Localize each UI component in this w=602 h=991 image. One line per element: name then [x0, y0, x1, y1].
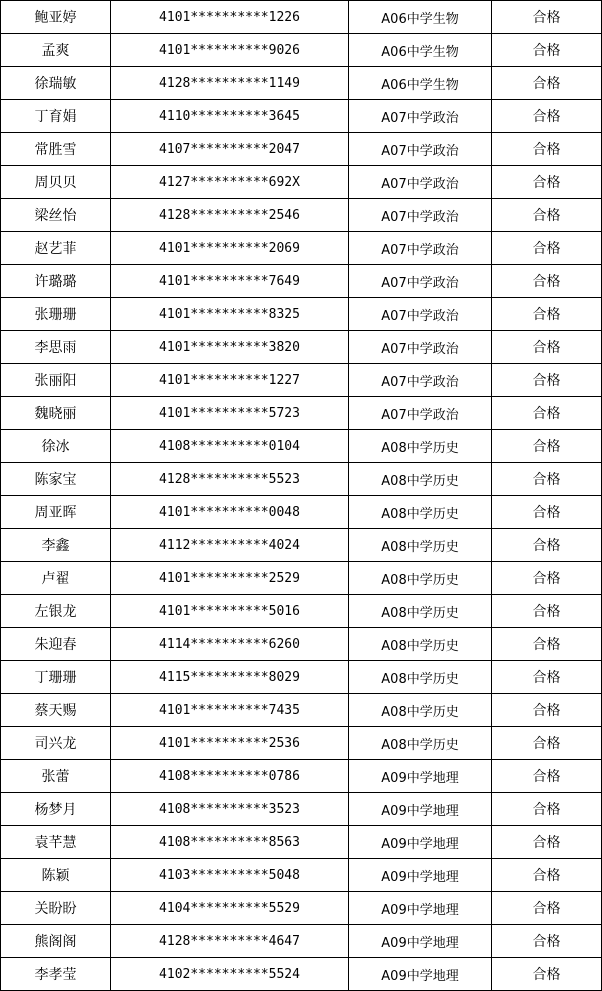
table-row — [1, 364, 602, 397]
result-cell: 合格 — [492, 727, 602, 760]
result-cell: 合格 — [492, 628, 602, 661]
candidate-name-cell: 张蕾 — [1, 760, 111, 793]
id-number-cell: 4101**********2529 — [111, 562, 349, 595]
id-number-cell: 4108**********0786 — [111, 760, 349, 793]
result-cell: 合格 — [492, 232, 602, 265]
table-row — [1, 100, 602, 133]
id-number-cell: 4102**********5524 — [111, 958, 349, 991]
table-row — [1, 694, 602, 727]
result-cell: 合格 — [492, 793, 602, 826]
table-row — [1, 397, 602, 430]
id-number-cell: 4101**********5723 — [111, 397, 349, 430]
id-number-cell: 4128**********5523 — [111, 463, 349, 496]
table-row — [1, 562, 602, 595]
subject-cell: A07中学政治 — [349, 397, 492, 430]
table-row — [1, 199, 602, 232]
subject-cell: A07中学政治 — [349, 166, 492, 199]
candidate-name-cell: 张丽阳 — [1, 364, 111, 397]
subject-cell: A09中学地理 — [349, 793, 492, 826]
candidate-name-cell: 张珊珊 — [1, 298, 111, 331]
result-cell: 合格 — [492, 694, 602, 727]
subject-cell: A08中学历史 — [349, 463, 492, 496]
subject-cell: A08中学历史 — [349, 628, 492, 661]
candidate-name-cell: 蔡天赐 — [1, 694, 111, 727]
subject-cell: A09中学地理 — [349, 892, 492, 925]
candidate-name-cell: 关盼盼 — [1, 892, 111, 925]
id-number-cell: 4128**********4647 — [111, 925, 349, 958]
table-row — [1, 826, 602, 859]
table-row — [1, 265, 602, 298]
result-cell: 合格 — [492, 925, 602, 958]
subject-cell: A08中学历史 — [349, 562, 492, 595]
candidate-name-cell: 徐瑞敏 — [1, 67, 111, 100]
subject-cell: A07中学政治 — [349, 331, 492, 364]
candidate-name-cell: 孟爽 — [1, 34, 111, 67]
table-row — [1, 463, 602, 496]
id-number-cell: 4101**********9026 — [111, 34, 349, 67]
id-number-cell: 4101**********0048 — [111, 496, 349, 529]
subject-cell: A07中学政治 — [349, 199, 492, 232]
table-row — [1, 331, 602, 364]
table-row — [1, 133, 602, 166]
candidate-name-cell: 梁丝怡 — [1, 199, 111, 232]
result-cell: 合格 — [492, 958, 602, 991]
id-number-cell: 4128**********2546 — [111, 199, 349, 232]
table-row — [1, 430, 602, 463]
id-number-cell: 4101**********1226 — [111, 1, 349, 34]
subject-cell: A08中学历史 — [349, 661, 492, 694]
subject-cell: A09中学地理 — [349, 760, 492, 793]
id-number-cell: 4104**********5529 — [111, 892, 349, 925]
id-number-cell: 4128**********1149 — [111, 67, 349, 100]
candidate-name-cell: 杨梦月 — [1, 793, 111, 826]
table-row — [1, 595, 602, 628]
result-cell: 合格 — [492, 397, 602, 430]
id-number-cell: 4108**********3523 — [111, 793, 349, 826]
candidate-name-cell: 周亚晖 — [1, 496, 111, 529]
result-cell: 合格 — [492, 826, 602, 859]
table-row — [1, 727, 602, 760]
subject-cell: A08中学历史 — [349, 496, 492, 529]
result-cell: 合格 — [492, 892, 602, 925]
subject-cell: A07中学政治 — [349, 265, 492, 298]
candidate-name-cell: 袁芊慧 — [1, 826, 111, 859]
candidate-name-cell: 鲍亚婷 — [1, 1, 111, 34]
table-row — [1, 166, 602, 199]
table-row — [1, 760, 602, 793]
candidate-name-cell: 丁珊珊 — [1, 661, 111, 694]
subject-cell: A07中学政治 — [349, 364, 492, 397]
result-cell: 合格 — [492, 364, 602, 397]
candidate-name-cell: 李鑫 — [1, 529, 111, 562]
table-row — [1, 496, 602, 529]
subject-cell: A09中学地理 — [349, 925, 492, 958]
id-number-cell: 4101**********5016 — [111, 595, 349, 628]
table-row — [1, 298, 602, 331]
result-cell: 合格 — [492, 529, 602, 562]
id-number-cell: 4101**********7649 — [111, 265, 349, 298]
subject-cell: A08中学历史 — [349, 727, 492, 760]
result-cell: 合格 — [492, 562, 602, 595]
subject-cell: A06中学生物 — [349, 34, 492, 67]
result-cell: 合格 — [492, 1, 602, 34]
table-row — [1, 958, 602, 991]
table-row — [1, 892, 602, 925]
id-number-cell: 4101**********3820 — [111, 331, 349, 364]
candidate-name-cell: 左银龙 — [1, 595, 111, 628]
result-cell: 合格 — [492, 166, 602, 199]
table-row — [1, 859, 602, 892]
candidate-name-cell: 熊阁阁 — [1, 925, 111, 958]
candidate-name-cell: 李思雨 — [1, 331, 111, 364]
result-cell: 合格 — [492, 859, 602, 892]
candidate-name-cell: 陈家宝 — [1, 463, 111, 496]
candidate-name-cell: 卢翟 — [1, 562, 111, 595]
candidate-name-cell: 徐冰 — [1, 430, 111, 463]
table-row — [1, 661, 602, 694]
result-cell: 合格 — [492, 100, 602, 133]
id-number-cell: 4108**********0104 — [111, 430, 349, 463]
candidate-name-cell: 朱迎春 — [1, 628, 111, 661]
result-cell: 合格 — [492, 265, 602, 298]
table-row — [1, 925, 602, 958]
subject-cell: A09中学地理 — [349, 859, 492, 892]
subject-cell: A07中学政治 — [349, 100, 492, 133]
id-number-cell: 4127**********692X — [111, 166, 349, 199]
result-cell: 合格 — [492, 331, 602, 364]
result-cell: 合格 — [492, 463, 602, 496]
subject-cell: A08中学历史 — [349, 694, 492, 727]
result-cell: 合格 — [492, 430, 602, 463]
results-table-body — [1, 1, 602, 991]
id-number-cell: 4115**********8029 — [111, 661, 349, 694]
result-cell: 合格 — [492, 595, 602, 628]
table-row — [1, 628, 602, 661]
candidate-name-cell: 魏晓丽 — [1, 397, 111, 430]
id-number-cell: 4101**********7435 — [111, 694, 349, 727]
candidate-name-cell: 李孝莹 — [1, 958, 111, 991]
subject-cell: A08中学历史 — [349, 529, 492, 562]
candidate-name-cell: 陈颖 — [1, 859, 111, 892]
id-number-cell: 4107**********2047 — [111, 133, 349, 166]
subject-cell: A08中学历史 — [349, 595, 492, 628]
candidate-name-cell: 丁育娟 — [1, 100, 111, 133]
subject-cell: A07中学政治 — [349, 232, 492, 265]
subject-cell: A06中学生物 — [349, 1, 492, 34]
candidate-name-cell: 司兴龙 — [1, 727, 111, 760]
result-cell: 合格 — [492, 496, 602, 529]
table-row — [1, 34, 602, 67]
table-row — [1, 793, 602, 826]
id-number-cell: 4112**********4024 — [111, 529, 349, 562]
candidate-name-cell: 许璐璐 — [1, 265, 111, 298]
candidate-name-cell: 赵艺菲 — [1, 232, 111, 265]
id-number-cell: 4110**********3645 — [111, 100, 349, 133]
table-row — [1, 1, 602, 34]
subject-cell: A08中学历史 — [349, 430, 492, 463]
subject-cell: A06中学生物 — [349, 67, 492, 100]
result-cell: 合格 — [492, 661, 602, 694]
result-cell: 合格 — [492, 298, 602, 331]
candidate-name-cell: 常胜雪 — [1, 133, 111, 166]
subject-cell: A09中学地理 — [349, 958, 492, 991]
table-row — [1, 67, 602, 100]
result-cell: 合格 — [492, 67, 602, 100]
id-number-cell: 4101**********2536 — [111, 727, 349, 760]
candidate-name-cell: 周贝贝 — [1, 166, 111, 199]
subject-cell: A07中学政治 — [349, 298, 492, 331]
subject-cell: A07中学政治 — [349, 133, 492, 166]
id-number-cell: 4101**********8325 — [111, 298, 349, 331]
subject-cell: A09中学地理 — [349, 826, 492, 859]
table-row — [1, 232, 602, 265]
result-cell: 合格 — [492, 34, 602, 67]
id-number-cell: 4108**********8563 — [111, 826, 349, 859]
result-cell: 合格 — [492, 760, 602, 793]
result-cell: 合格 — [492, 133, 602, 166]
id-number-cell: 4101**********2069 — [111, 232, 349, 265]
table-row — [1, 529, 602, 562]
id-number-cell: 4103**********5048 — [111, 859, 349, 892]
id-number-cell: 4101**********1227 — [111, 364, 349, 397]
result-cell: 合格 — [492, 199, 602, 232]
id-number-cell: 4114**********6260 — [111, 628, 349, 661]
